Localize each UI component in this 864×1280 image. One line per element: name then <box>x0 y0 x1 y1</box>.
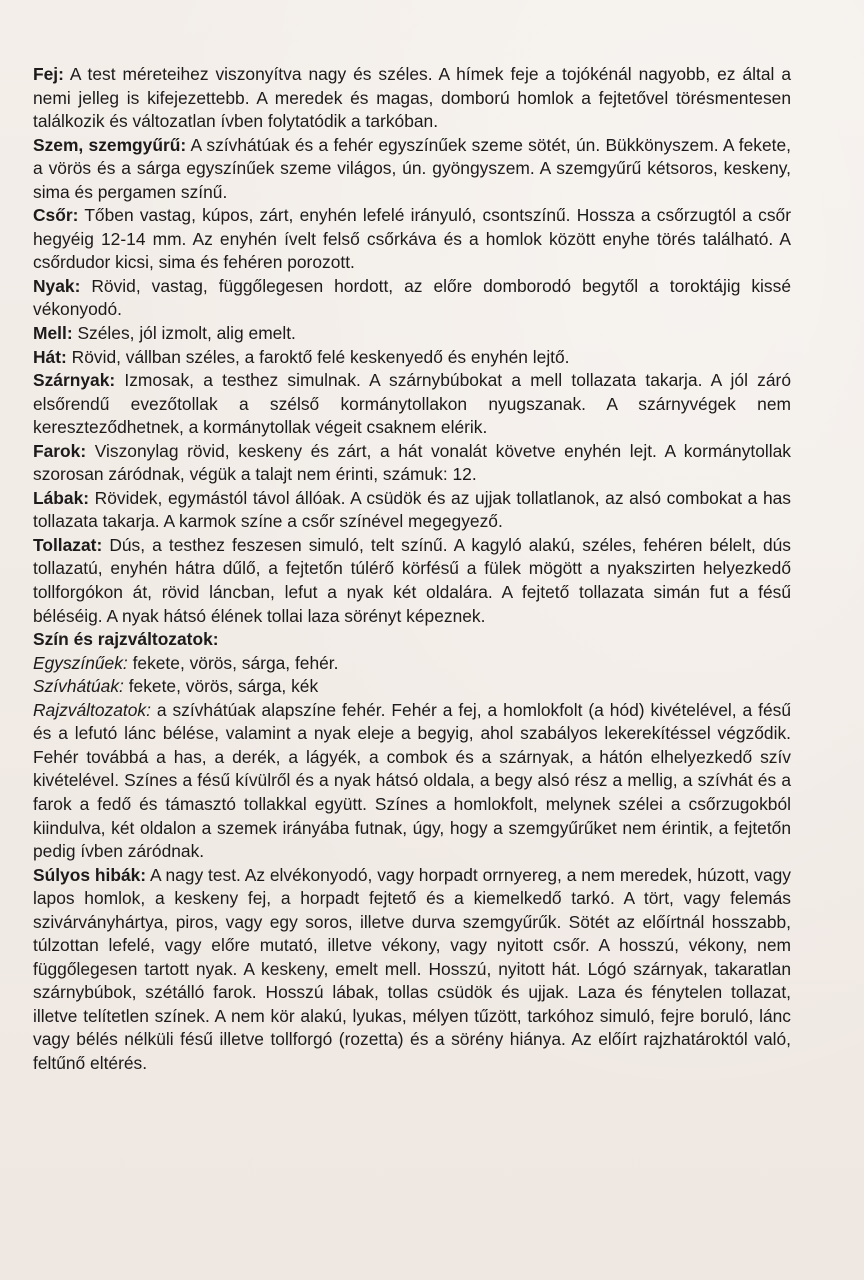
section-term: Szem, szemgyűrű: <box>33 134 187 155</box>
section-labak <box>33 487 791 534</box>
section-term: Súlyos hibák: <box>33 864 147 885</box>
section-farok <box>33 440 791 487</box>
section-term: Csőr: <box>33 205 79 226</box>
section-text: Rövid, vállban széles, a faroktő felé keskenyedő és enyhén lejtő. <box>66 346 570 367</box>
section-term: Nyak: <box>33 275 81 296</box>
section-term: Fej: <box>33 64 64 84</box>
section-csor <box>33 204 791 275</box>
variant-label: Rajzváltozatok: <box>33 699 151 720</box>
variant-egyszinuek <box>33 652 791 676</box>
section-text: Viszonylag rövid, keskeny és zárt, a hát vonalát követve enyhén lejt. A kormánytollak szorosan záródnak, végük a talajt nem érinti, számuk: 12. <box>33 440 791 485</box>
variant-label: Egyszínűek: <box>33 652 128 673</box>
section-text: A szívhátúak és a fehér egyszínűek szeme sötét, ún. Bükkönyszem. A fekete, a vörös és a sárga egyszínűek szeme világos, ún. gyöngyszem. A szemgyűrű kétsoros, keskeny, sima és pergamen színű. <box>33 134 791 202</box>
document-body <box>33 63 791 1076</box>
colors-heading: Szín és rajzváltozatok: <box>33 629 219 650</box>
section-term: Hát: <box>33 346 67 367</box>
section-text: Rövid, vastag, függőlegesen hordott, az előre domborodó begytől a toroktájig kissé vékonyodó. <box>33 275 791 320</box>
section-sulyos-hibak <box>33 864 791 1076</box>
section-term: Mell: <box>33 323 73 344</box>
section-term: Lábak: <box>33 487 90 508</box>
section-szem <box>33 134 791 205</box>
section-text: A test méreteihez viszonyítva nagy és széles. A hímek feje a tojókénál nagyobb, ez által a nemi jelleg is kifejezettebb. A meredek és magas, domború homlok a fejtetővel törésmentesen találkozik és változatlan ívben folytatódik a tarkóban. <box>33 64 791 132</box>
section-text: Izmosak, a testhez simulnak. A szárnybúbokat a mell tollazata takarja. A jól záró elsőrendű evezőtollak a szélső kormánytollakon nyugszanak. A szárnyvégek nem kereszteződhetnek, a kormánytollak végeit csaknem elérik. <box>33 370 791 438</box>
section-term: Farok: <box>33 440 87 461</box>
section-text: Dús, a testhez feszesen simuló, telt színű. A kagyló alakú, széles, fehéren bélelt, dús tollazatú, enyhén hátra dűlő, a fejtetőn túlérő körfésű a fülek mögött a nyakszirten helyezkedő tollforgókon át, rövid láncban, lefut a nyak két oldalára. A fejtető tollazata simán fut a fésű béléséig. A nyak hátsó élének tollai laza sörényt képeznek. <box>33 534 791 626</box>
section-text: A nagy test. Az elvékonyodó, vagy horpadt orrnyereg, a nem meredek, húzott, vagy lapos homlok, a keskeny fej, a horpadt fejtető és a kiemelkedő tarkó. A tört, vagy felemás szivárványhártya, piros, vagy egy soros, illetve durva szemgyűrűk. Sötét az előírtnál hosszabb, túlzottan lefelé, vagy előre mutató, illetve vékony, vagy nyitott csőr. A hosszú, vékony, nem függőlegesen tartott nyak. A keskeny, emelt mell. Hosszú, nyitott hát. Lógó szárnyak, takaratlan szárnybúbok, szétálló farok. Hosszú lábak, tollas csüdök és ujjak. Laza és fénytelen tollazat, illetve telítetlen színek. A nem kör alakú, lyukas, mélyen tűzött, tarkóhoz simuló, fejre boruló, lánc vagy bélés nélküli fésű illetve tollforgó (rozetta) és a sörény hiánya. Az előírt rajzhatároktól való, feltűnő eltérés. <box>33 864 791 1073</box>
section-tollazat <box>33 534 791 628</box>
variant-text: fekete, vörös, sárga, fehér. <box>127 652 339 673</box>
variant-text: a szívhátúak alapszíne fehér. Fehér a fej, a homlokfolt (a hód) kivételével, a fésű és a lefutó lánc bélése, valamint a nyak eleje a begyig, ahol szabályos lekerekítéssel végződik. Fehér továbbá a has, a derék, a lágyék, a combok és a szárnyak, a hátón elhelyezkedő szív kivételével. Színes a fésű kívülről és a nyak hátsó oldala, a begy alsó rész a mellig, a szívhát és a farok a fedő és támasztó tollakkal együtt. Színes a homlokfolt, melynek szélei a csőrzugokból kiindulva, két oldalon a szemek irányába futnak, úgy, hogy a szemgyűrűket nem érintik, a fejtetőn pedig ívben záródnak. <box>33 699 791 862</box>
section-term: Szárnyak: <box>33 370 116 391</box>
section-text: Széles, jól izmolt, alig emelt. <box>72 323 296 344</box>
section-text: Rövidek, egymástól távol állóak. A csüdök és az ujjak tollatlanok, az alsó combokat a has tollazata takarja. A karmok színe a csőr színével megegyező. <box>33 487 791 532</box>
section-nyak <box>33 275 791 322</box>
section-szarnyak <box>33 369 791 440</box>
variant-label: Szívhátúak: <box>33 676 124 697</box>
section-text: Tőben vastag, kúpos, zárt, enyhén lefelé irányuló, csontszínű. Hossza a csőrzugtól a csőr hegyéig 12-14 mm. Az enyhén ívelt felső csőrkáva és a homlok között enyhe törés található. A csőrdudor kicsi, sima és fehéren porozott. <box>33 205 791 273</box>
variant-szivhatuak <box>33 675 791 699</box>
section-mell <box>33 322 791 346</box>
variant-rajzvaltozatok <box>33 699 791 864</box>
section-fej <box>33 63 791 134</box>
section-hat <box>33 346 791 370</box>
variant-text: fekete, vörös, sárga, kék <box>123 676 319 697</box>
section-term: Tollazat: <box>33 534 103 555</box>
